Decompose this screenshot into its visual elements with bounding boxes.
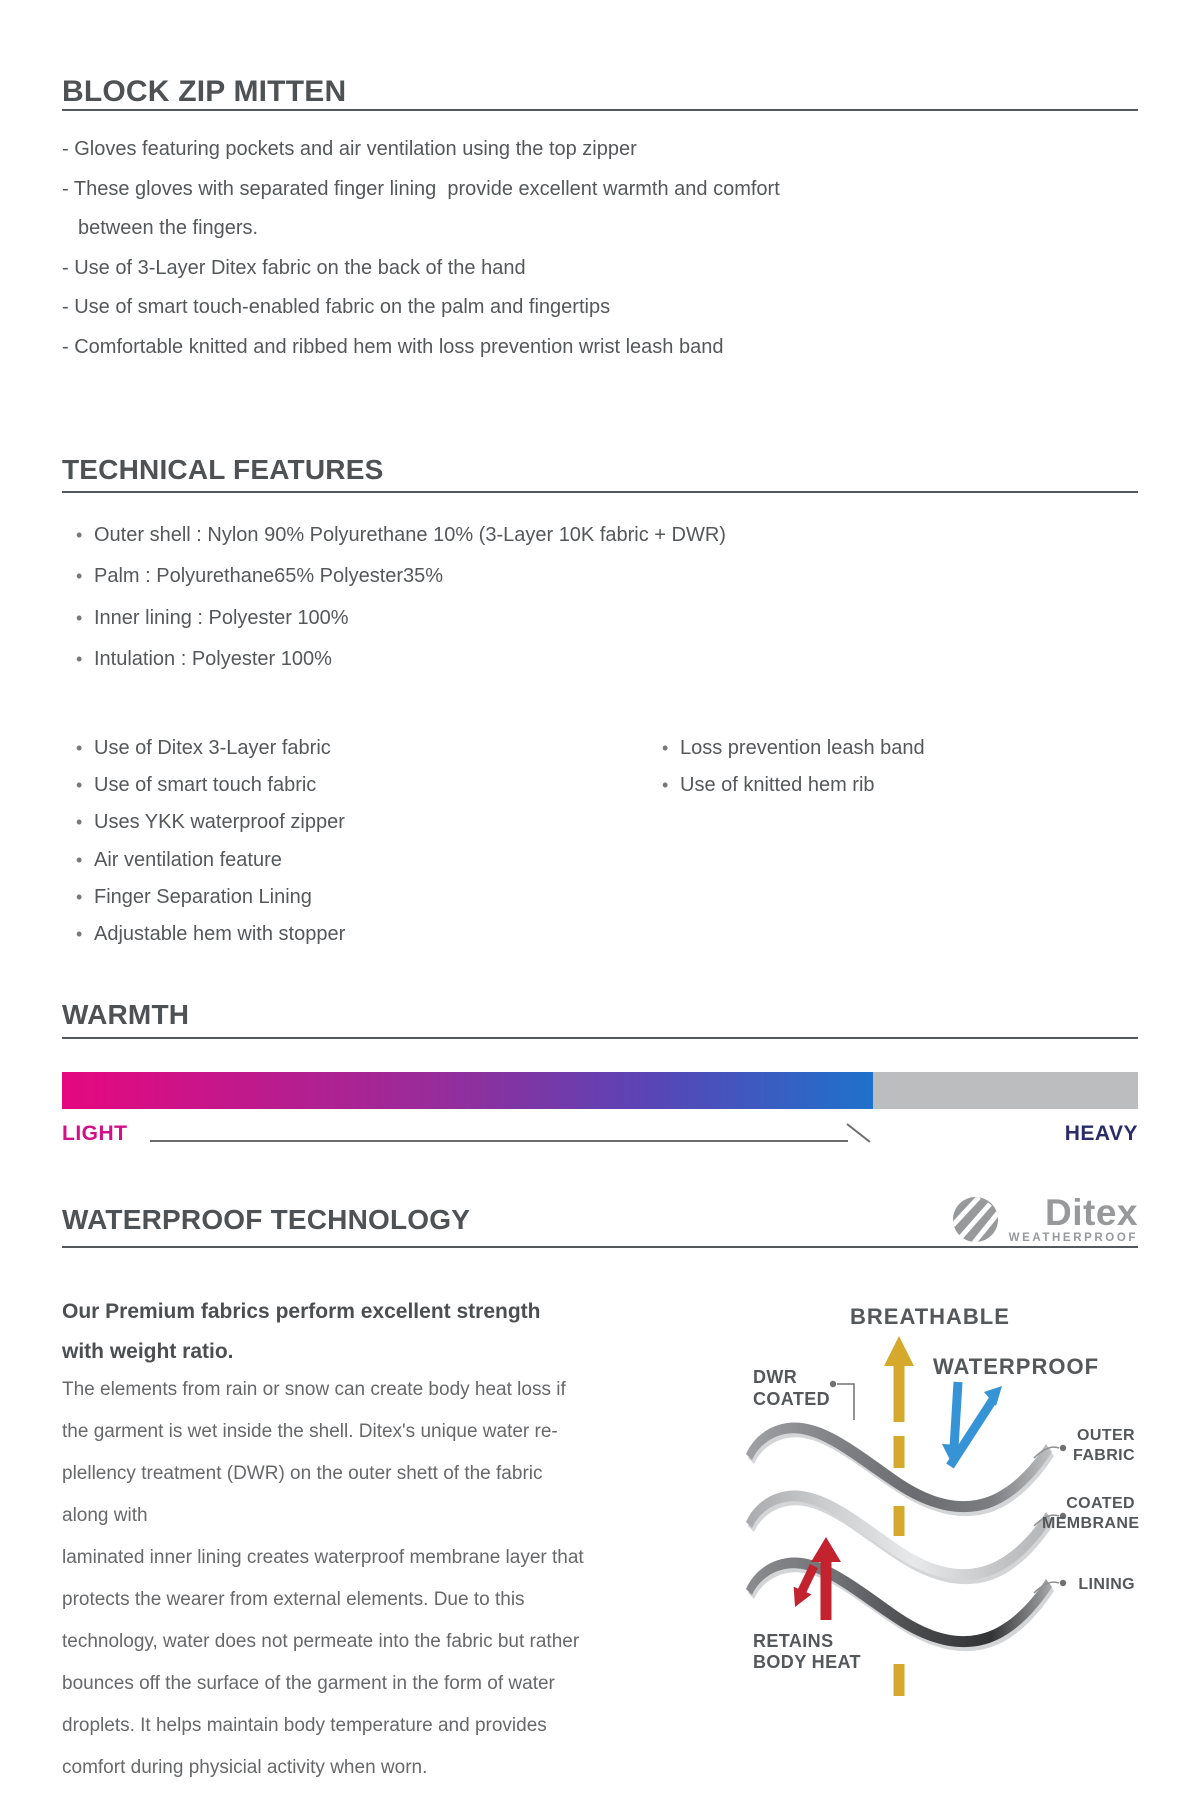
feature-item: • Loss prevention leash band <box>648 730 925 767</box>
waterproof-arrows-icon <box>942 1382 1002 1466</box>
ditex-logo-subtitle: WEATHERPROOF <box>1008 1232 1138 1244</box>
feature-item: • Adjustable hem with stopper <box>62 916 648 953</box>
waterproof-title: WATERPROOF TECHNOLOGY <box>62 1204 471 1235</box>
technical-features-title: TECHNICAL FEATURES <box>62 454 384 485</box>
page-title: BLOCK ZIP MITTEN <box>62 75 347 108</box>
outer-fabric-label <box>1045 1426 1135 1466</box>
paragraph-line: droplets. It helps maintain body temperature and provides <box>62 1715 547 1736</box>
technical-underline <box>62 491 1138 493</box>
feature-item: • Air ventilation feature <box>62 842 648 879</box>
outer-fabric-line: OUTER <box>1077 1427 1135 1444</box>
material-item: • Palm : Polyurethane65% Polyester35% <box>62 556 726 597</box>
retains-label-line: RETAINS <box>753 1631 834 1651</box>
feature-item: • Use of smart touch fabric <box>62 767 648 804</box>
retains-body-heat-label <box>753 1631 861 1673</box>
breathable-arrow-icon <box>884 1336 914 1696</box>
paragraph-line: bounces off the surface of the garment in the form of water <box>62 1673 555 1694</box>
feature-item: • Use of Ditex 3-Layer fabric <box>62 730 648 767</box>
product-bullet: - Gloves featuring pockets and air ventilation using the top zipper <box>62 138 637 160</box>
waterproof-label: WATERPROOF <box>933 1354 1100 1379</box>
feature-item: • Uses YKK waterproof zipper <box>62 804 648 841</box>
waterproof-intro-line: Our Premium fabrics perform excellent strength <box>62 1300 541 1323</box>
paragraph-line: along with <box>62 1505 148 1526</box>
waterproof-paragraph <box>62 1369 652 1789</box>
feature-columns <box>62 730 925 953</box>
warmth-heavy-label: HEAVY <box>1064 1122 1138 1145</box>
title-underline <box>62 109 1138 111</box>
product-bullet-list <box>62 130 1062 368</box>
product-bullet: - Comfortable knitted and ribbed hem with loss prevention wrist leash band <box>62 335 724 358</box>
warmth-light-label: LIGHT <box>62 1122 128 1145</box>
paragraph-line: the garment is wet inside the shell. Ditex's unique water re- <box>62 1421 558 1442</box>
warmth-pointer-line <box>150 1140 848 1142</box>
paragraph-line: laminated inner lining creates waterproof membrane layer that <box>62 1547 584 1568</box>
dwr-label-line: COATED <box>753 1389 831 1409</box>
lining-label: LINING <box>1078 1576 1135 1593</box>
outer-fabric-line: FABRIC <box>1073 1447 1135 1464</box>
product-bullet: - Use of smart touch-enabled fabric on the palm and fingertips <box>62 296 611 319</box>
paragraph-line: protects the wearer from external elements. Due to this <box>62 1589 525 1610</box>
product-bullet: - These gloves with separated finger lining provide excellent warmth and comfort <box>62 177 780 200</box>
warmth-scale-remainder <box>873 1072 1138 1109</box>
product-bullet: - Use of 3-Layer Ditex fabric on the back of the hand <box>62 256 526 279</box>
coated-membrane-label <box>1042 1494 1140 1534</box>
dwr-label-line: DWR <box>753 1367 798 1387</box>
material-item: • Outer shell : Nylon 90% Polyurethane 10% (3-Layer 10K fabric + DWR) <box>62 515 726 556</box>
ditex-logo-icon <box>952 1196 999 1248</box>
warmth-scale-bar <box>62 1072 1138 1109</box>
waterproof-intro <box>62 1292 642 1372</box>
feature-column-left <box>62 730 648 953</box>
retains-label-line: BODY HEAT <box>753 1652 861 1672</box>
dwr-connector <box>830 1381 854 1420</box>
paragraph-line: plellency treatment (DWR) on the outer shett of the fabric <box>62 1463 543 1484</box>
fabric-layers-diagram <box>690 1280 1160 1780</box>
material-item: • Intulation : Polyester 100% <box>62 639 726 680</box>
product-bullet-continuation: between the fingers. <box>78 217 259 240</box>
feature-item: • Finger Separation Lining <box>62 879 648 916</box>
warmth-underline <box>62 1037 1138 1039</box>
dwr-coated-label <box>753 1366 830 1410</box>
paragraph-line: technology, water does not permeate into the fabric but rather <box>62 1631 580 1652</box>
feature-column-right <box>648 730 925 953</box>
waterproof-intro-line: with weight ratio. <box>62 1340 234 1363</box>
breathable-label: BREATHABLE <box>850 1304 1010 1329</box>
warmth-pointer-tick <box>846 1123 870 1142</box>
warmth-title: WARMTH <box>62 999 190 1030</box>
ditex-logo-name: Ditex <box>1045 1192 1138 1233</box>
feature-item: • Use of knitted hem rib <box>648 767 925 804</box>
paragraph-line: comfort during physicial activity when worn. <box>62 1757 428 1778</box>
coated-membrane-line: COATED <box>1066 1495 1135 1512</box>
ditex-logo <box>952 1192 1138 1248</box>
materials-list <box>62 515 726 680</box>
ditex-logo-text <box>1008 1192 1138 1244</box>
coated-membrane-line: MEMBRANE <box>1042 1515 1140 1532</box>
material-item: • Inner lining : Polyester 100% <box>62 598 726 639</box>
paragraph-line: The elements from rain or snow can create body heat loss if <box>62 1379 566 1400</box>
warmth-scale-gradient <box>62 1072 873 1109</box>
